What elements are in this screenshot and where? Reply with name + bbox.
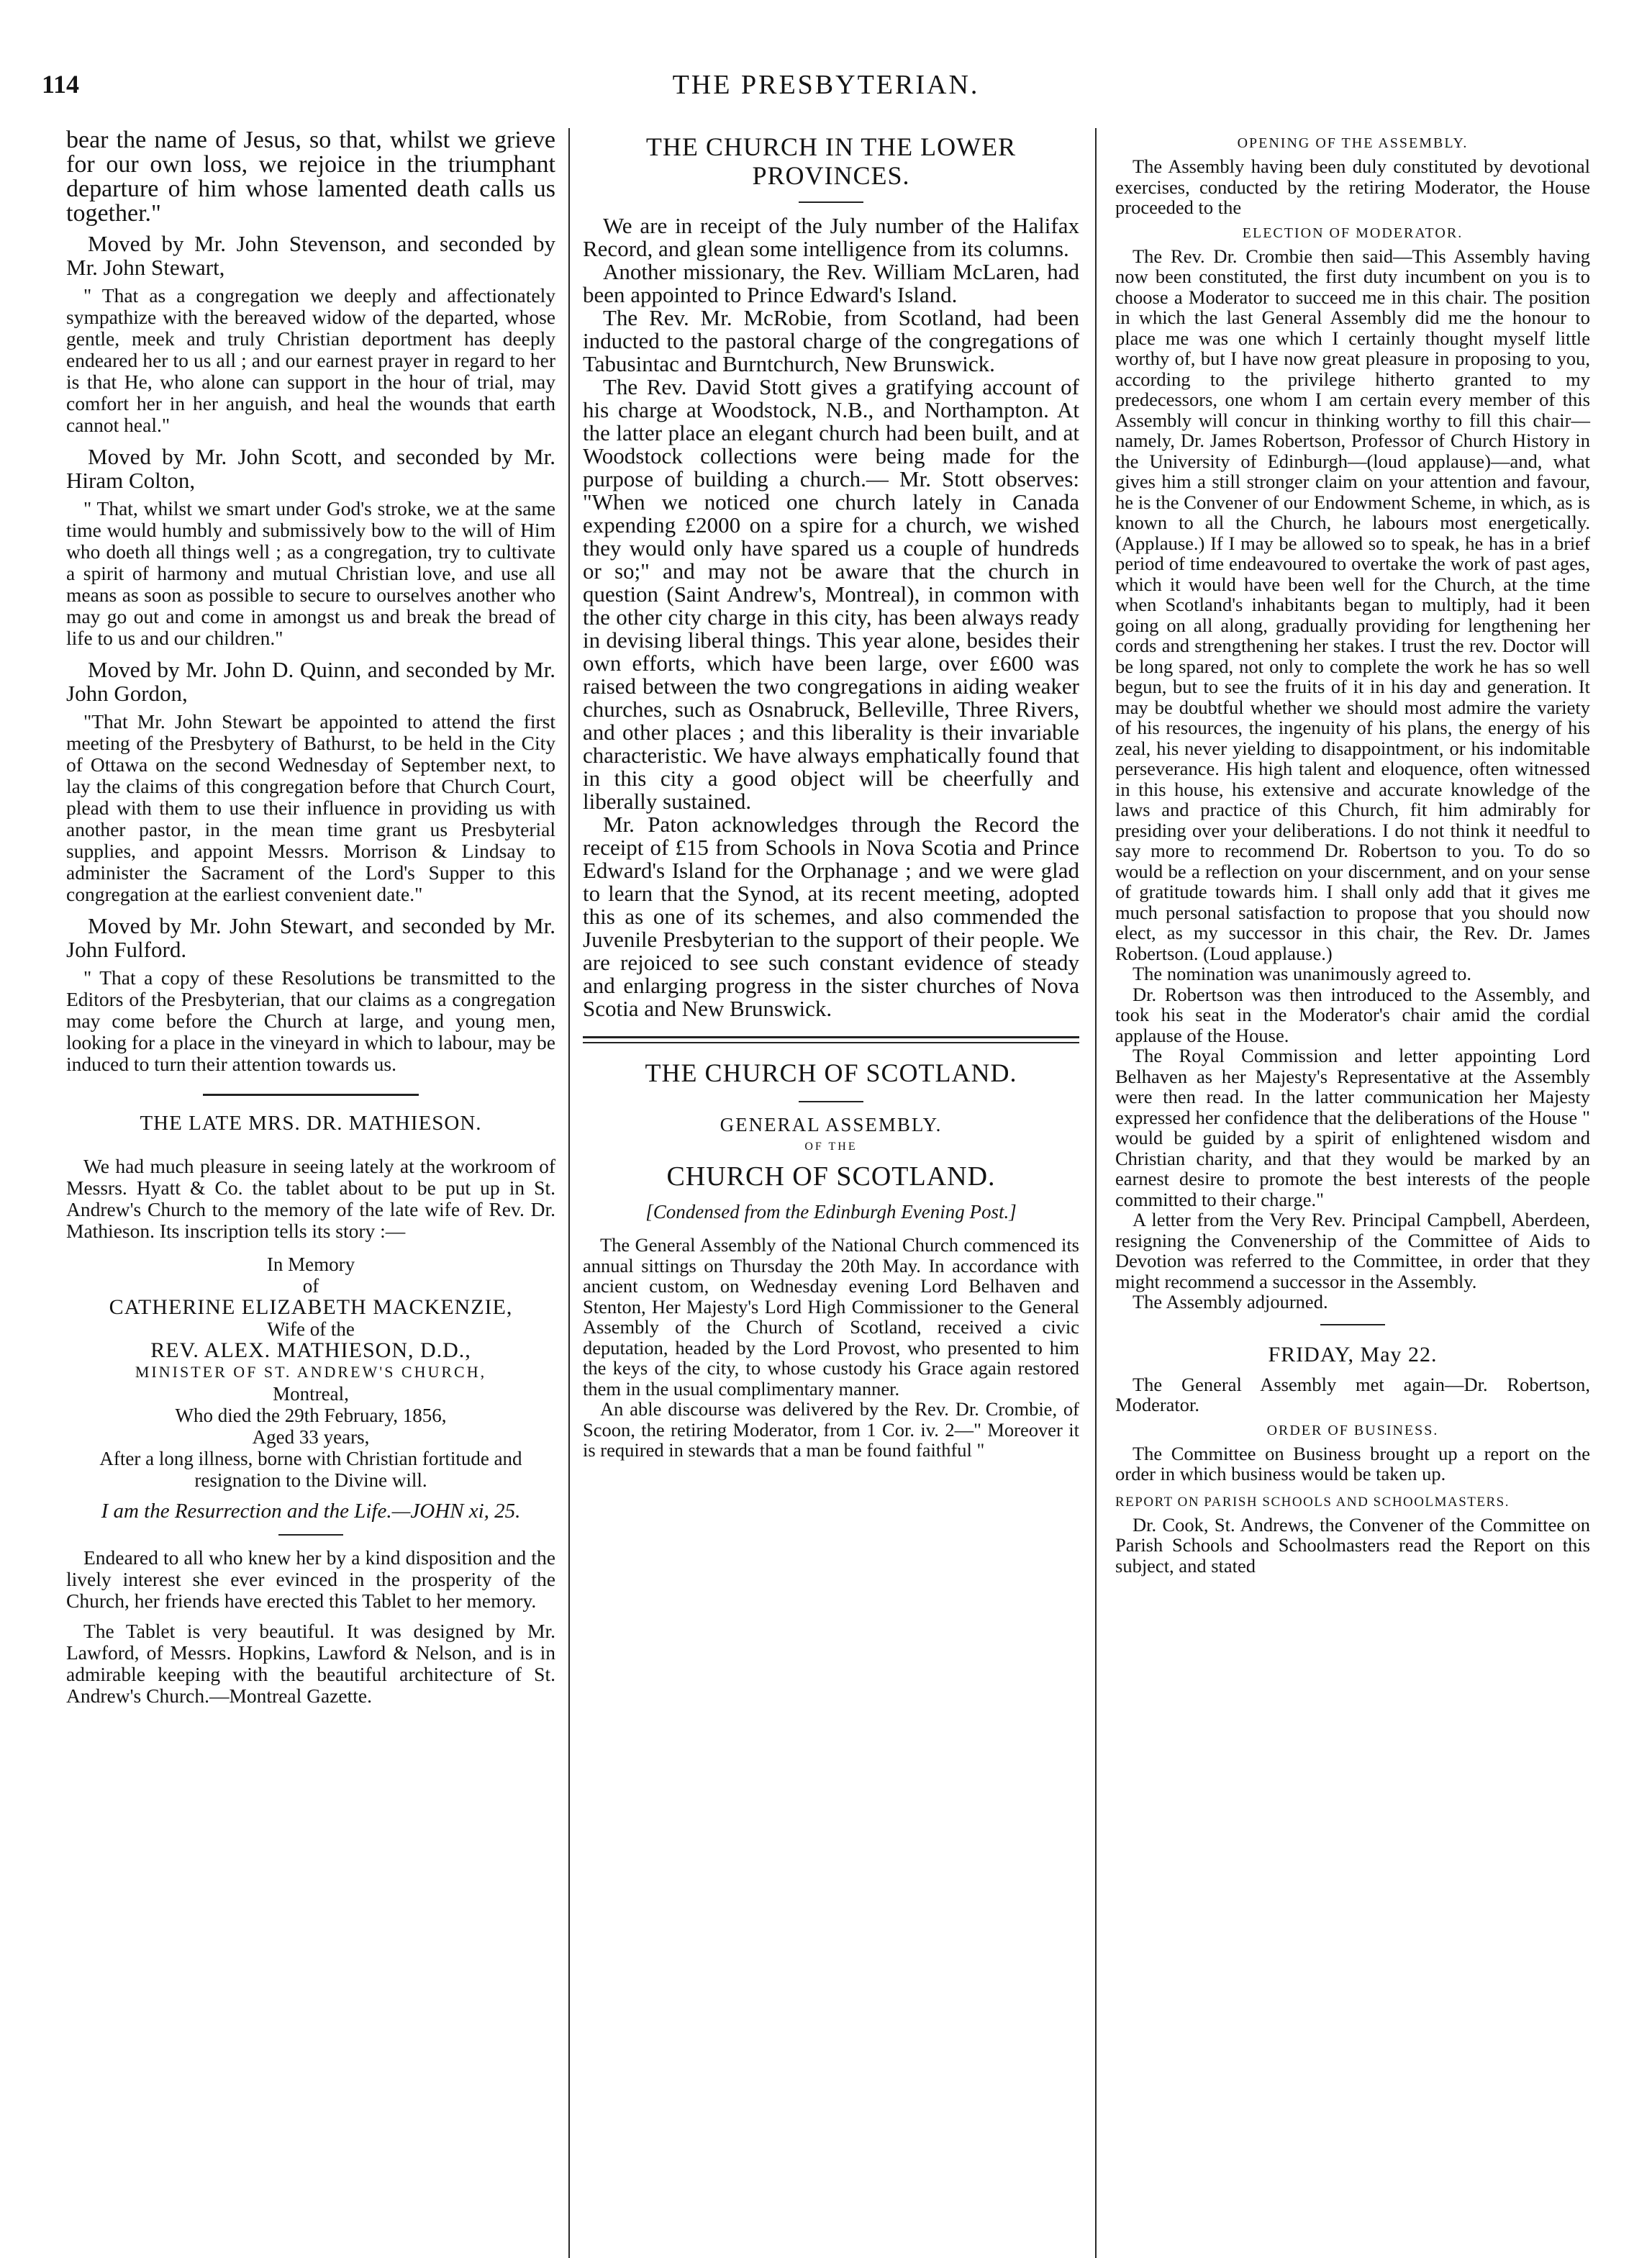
heading-church-of-scotland: THE CHURCH OF SCOTLAND. bbox=[645, 1058, 1017, 1087]
short-divider bbox=[278, 1534, 343, 1536]
column-3 bbox=[1115, 128, 1590, 1576]
heading-general-assembly: GENERAL ASSEMBLY. bbox=[720, 1114, 943, 1135]
inscription-name: CATHERINE ELIZABETH MACKENZIE, bbox=[109, 1295, 513, 1319]
inscription-line: In Memory bbox=[266, 1253, 355, 1275]
assembly-paragraph: The Assembly having been duly constituted by devotional exercises, conducted by the retiring Moderator, the House proceeded to the bbox=[1115, 155, 1590, 218]
double-divider bbox=[583, 1036, 1079, 1043]
inscription-line: Who died the 29th February, 1856, bbox=[175, 1405, 447, 1426]
article-paragraph: Another missionary, the Rev. William McLaren, had been appointed to Prince Edward's Island. bbox=[583, 259, 1079, 307]
heading-late-mrs-mathieson: THE LATE MRS. DR. MATHIESON. bbox=[140, 1112, 482, 1135]
column-rule-left bbox=[568, 128, 570, 2258]
short-divider bbox=[799, 1101, 863, 1102]
article-paragraph: The Rev. Mr. McRobie, from Scotland, had been inducted to the pastoral charge of the congregations of Tabusintac and Burntchurch, New Brunswick. bbox=[583, 305, 1079, 376]
motion-stevenson: Moved by Mr. John Stevenson, and seconded by Mr. John Stewart, bbox=[66, 231, 555, 280]
short-divider bbox=[799, 201, 863, 203]
assembly-paragraph: An able discourse was delivered by the Rev. Dr. Crombie, of Scoon, the retiring Moderator, from 1 Cor. iv. 2—" Moreover it is required in stewards that a man be found faithful " bbox=[583, 1398, 1079, 1461]
assembly-paragraph: Dr. Cook, St. Andrews, the Convener of the Committee on Parish Schools and Schoolmasters read the Report on this subject, and stated bbox=[1115, 1513, 1590, 1577]
article-paragraph: The Rev. David Stott gives a gratifying account of his charge at Woodstock, N.B., and Northampton. At the latter place an elegant church had been built, and at Woodstock collections were being made for the purpose of building a church.— Mr. Stott observes: "When we noticed one church lately in Canada expending £2000 on a spire for a church, we wished they would only have spared us a couple of hundreds or so;" and may not be aware that the church in question (Saint Andrew's, Montreal), in common with the other city charge in this city, has been always ready in devising liberal things. This year alone, besides their own efforts, which have been large, over £600 was raised between the two congregations in aiding weaker churches, such as Osnabruck, Belleville, Three Rivers, and other places ; and this liberality is their invariable characteristic. We have always emphatically found that in this city a good object will be cheerfully and liberally sustained. bbox=[583, 374, 1079, 814]
inscription-husband: REV. ALEX. MATHIESON, D.D., bbox=[150, 1338, 471, 1362]
resolution-sympathy: " That as a congregation we deeply and affectionately sympathize with the bereaved widow of the departed, whose gentle, meek and truly Christian deportment has deeply endeared her to us all ; and our earnest prayer in regard to her is that He, who alone can support in the hour of trial, may comfort her in her anguish, and heal the wounds that earth cannot heal." bbox=[66, 284, 555, 436]
heading-friday: FRIDAY, May 22. bbox=[1268, 1342, 1438, 1366]
assembly-paragraph: A letter from the Very Rev. Principal Campbell, Aberdeen, resigning the Convenership of the Committee of Aids to Devotion was referred to the Committee, in order that they might recommend a successor in the Assembly. bbox=[1115, 1209, 1590, 1292]
article-paragraph: We are in receipt of the July number of the Halifax Record, and glean some intelligence from its columns. bbox=[583, 213, 1079, 261]
assembly-paragraph: The Assembly adjourned. bbox=[1133, 1291, 1328, 1312]
assembly-paragraph: The Royal Commission and letter appointing Lord Belhaven as her Majesty's Representative at the Assembly were then read. In the latter communication her Majesty expressed her confidence that the deliberations of the House " would be guided by a spirit of enlightened wisdom and Christian charity, and that they would be marked by an earnest desire to promote the best interests of the people committed to their charge." bbox=[1115, 1045, 1590, 1210]
heading-order-of-business: ORDER OF BUSINESS. bbox=[1266, 1422, 1439, 1438]
journal-title: THE PRESBYTERIAN. bbox=[672, 70, 980, 100]
inscription-line: After a long illness, borne with Christian fortitude and resignation to the Divine will. bbox=[99, 1448, 522, 1491]
article-paragraph: Mr. Paton acknowledges through the Record the receipt of £15 from Schools in Nova Scotia and Prince Edward's Island for the Orphanage ; and we were glad to learn that the Synod, at its recent meeting, adopted this as one of its schemes, and also commended the Juvenile Presbyterian to the support of their people. We are rejoiced to see such constant evidence of steady and enlarging progress in the sister churches of Nova Scotia and New Brunswick. bbox=[583, 812, 1079, 1021]
assembly-paragraph: The General Assembly met again—Dr. Robertson, Moderator. bbox=[1115, 1373, 1590, 1415]
inscription-line: of bbox=[302, 1275, 319, 1297]
resolution-submission: " That, whilst we smart under God's stroke, we at the same time would humbly and submissively bow to the will of Him who doeth all things well ; as a congregation, try to cultivate a spirit of harmony and mutual Christian love, and use all means as soon as possible to secure to ourselves another who may go out and come in amongst us and break the bread of life to us and our children." bbox=[66, 497, 555, 649]
resolution-continuation: bear the name of Jesus, so that, whilst we grieve for our own loss, we rejoice in the triumphant departure of him whose lamented death calls us together." bbox=[66, 127, 555, 227]
heading-of-the: OF THE bbox=[804, 1141, 858, 1153]
section-divider bbox=[203, 1094, 419, 1096]
crombie-speech: The Rev. Dr. Crombie then said—This Assembly having now been constituted, the first duty incumbent on you is to choose a Moderator to succeed me in this chair. The position in which the last General Assembly did me the honour to place me was one which I certainly thought myself little worthy of, but I have now great pleasure in proposing to you, according to the privilege hitherto granted to my predecessors, one whom I am certain every member of this Assembly will concur in thinking worthy to fill this chair—namely, Dr. James Robertson, Professor of Church History in the University of Edinburgh—(loud applause)—and, what gives him a still stronger claim on your attention and favour, he is the Convener of our Endowment Scheme, in which, as is known to all the Church, he labours most energetically. (Applause.) If I may be allowed so to speak, he has in a brief period of time endeavoured to overtake the work of past ages, which it would have been well for the Church, at the time when Scotland's inhabitants began to multiply, had it been going on all along, gradually providing for lengthening her cords and strengthening her stakes. I trust the rev. Doctor will be long spared, not only to complete the work he has so well begun, but to see the fruits of it in his day and generation. It may be doubtful whether we should most admire the variety of his resources, the ingenuity of his plans, the energy of his zeal, his never yielding to disappointment, or his indomitable perseverance. His high talent and eloquence, often witnessed in this house, his extensive and accurate knowledge of the laws and practice of this Church, fit him admirably for presiding over your deliberations. I do not think it needful to say more to recommend Dr. Robertson to you. To do so would be a reflection on your discernment, and on your sense of gratitude towards him. I shall only add that it gives me much personal satisfaction to propose that you should now elect, as my successor in this chair, the Rev. Dr. James Robertson. (Loud applause.) bbox=[1115, 245, 1590, 964]
tablet-dedication: Endeared to all who knew her by a kind disposition and the lively interest she ever evinced in the prosperity of the Church, her friends have erected this Tablet to her memory. bbox=[66, 1546, 555, 1612]
column-rule-right bbox=[1095, 128, 1097, 2258]
inscription-line: Montreal, bbox=[273, 1383, 349, 1405]
assembly-paragraph: The General Assembly of the National Church commenced its annual sittings on Thursday the 20th May. In accordance with ancient custom, on Wednesday evening Lord Belhaven and Stenton, Her Majesty's Lord High Commissioner to the General Assembly of the Church of Scotland, received a civic deputation, headed by the Lord Provost, who presented to him the keys of the city, to whose custody his Grace again restored them in the usual complimentary manner. bbox=[583, 1234, 1079, 1400]
motion-stewart: Moved by Mr. John Stewart, and seconded by Mr. John Fulford. bbox=[66, 913, 555, 962]
resolution-copy: " That a copy of these Resolutions be transmitted to the Editors of the Presbyterian, that our claims as a congregation may come before the Church at large, and young men, looking for a place in the vineyard in which to labour, may be induced to turn their attention towards us. bbox=[66, 966, 555, 1075]
assembly-paragraph: The nomination was unanimously agreed to. bbox=[1133, 963, 1472, 984]
resolution-presbytery: "That Mr. John Stewart be appointed to attend the first meeting of the Presbytery of Bathurst, to be held in the City of Ottawa on the second Wednesday of September next, to lay the claims of this congregation before that Church Court, plead with them to use their influence in providing us with another pastor, in the mean time grant us Presbyterial supplies, and appoint Messrs. Morrison & Lindsay to administer the Sacrament of the Lord's Supper to this congregation at the earliest convenient date." bbox=[66, 710, 555, 905]
scripture-epigraph: I am the Resurrection and the Life.—JOHN xi, 25. bbox=[101, 1500, 521, 1523]
heading-lower-provinces: THE CHURCH IN THE LOWER PROVINCES. bbox=[645, 132, 1017, 190]
inscription-church: MINISTER OF ST. ANDREW'S CHURCH, bbox=[135, 1363, 487, 1381]
short-divider bbox=[1320, 1324, 1385, 1325]
tablet-inscription bbox=[66, 1253, 555, 1491]
motion-quinn: Moved by Mr. John D. Quinn, and seconded by Mr. John Gordon, bbox=[66, 657, 555, 706]
assembly-paragraph: Dr. Robertson was then introduced to the Assembly, and took his seat in the Moderator's chair amid the cordial applause of the House. bbox=[1115, 983, 1590, 1046]
source-note: [Condensed from the Edinburgh Evening Post.] bbox=[645, 1201, 1017, 1223]
column-2 bbox=[583, 128, 1079, 1461]
heading-parish-schools: REPORT ON PARISH SCHOOLS AND SCHOOLMASTERS. bbox=[1115, 1494, 1510, 1510]
tablet-intro: We had much pleasure in seeing lately at the workroom of Messrs. Hyatt & Co. the tablet about to be put up in St. Andrew's Church to the memory of the late wife of Rev. Dr. Mathieson. Its inscription tells its story :— bbox=[66, 1155, 555, 1242]
inscription-line: Wife of the bbox=[267, 1318, 355, 1340]
tablet-description: The Tablet is very beautiful. It was designed by Mr. Lawford, of Messrs. Hopkins, Lawford & Nelson, and is in admirable keeping with the beautiful architecture of St. Andrew's Church.—Montreal Gazette. bbox=[66, 1620, 555, 1707]
column-1 bbox=[66, 128, 555, 1715]
assembly-paragraph: The Committee on Business brought up a report on the order in which business would be taken up. bbox=[1115, 1442, 1590, 1484]
motion-scott: Moved by Mr. John Scott, and seconded by Mr. Hiram Colton, bbox=[66, 444, 555, 493]
inscription-line: Aged 33 years, bbox=[252, 1426, 370, 1448]
heading-opening-of-assembly: OPENING OF THE ASSEMBLY. bbox=[1237, 135, 1469, 151]
heading-election-of-moderator: ELECTION OF MODERATOR. bbox=[1242, 225, 1463, 241]
heading-church-of-scotland-main: CHURCH OF SCOTLAND. bbox=[666, 1161, 996, 1192]
page-number: 114 bbox=[42, 70, 80, 99]
